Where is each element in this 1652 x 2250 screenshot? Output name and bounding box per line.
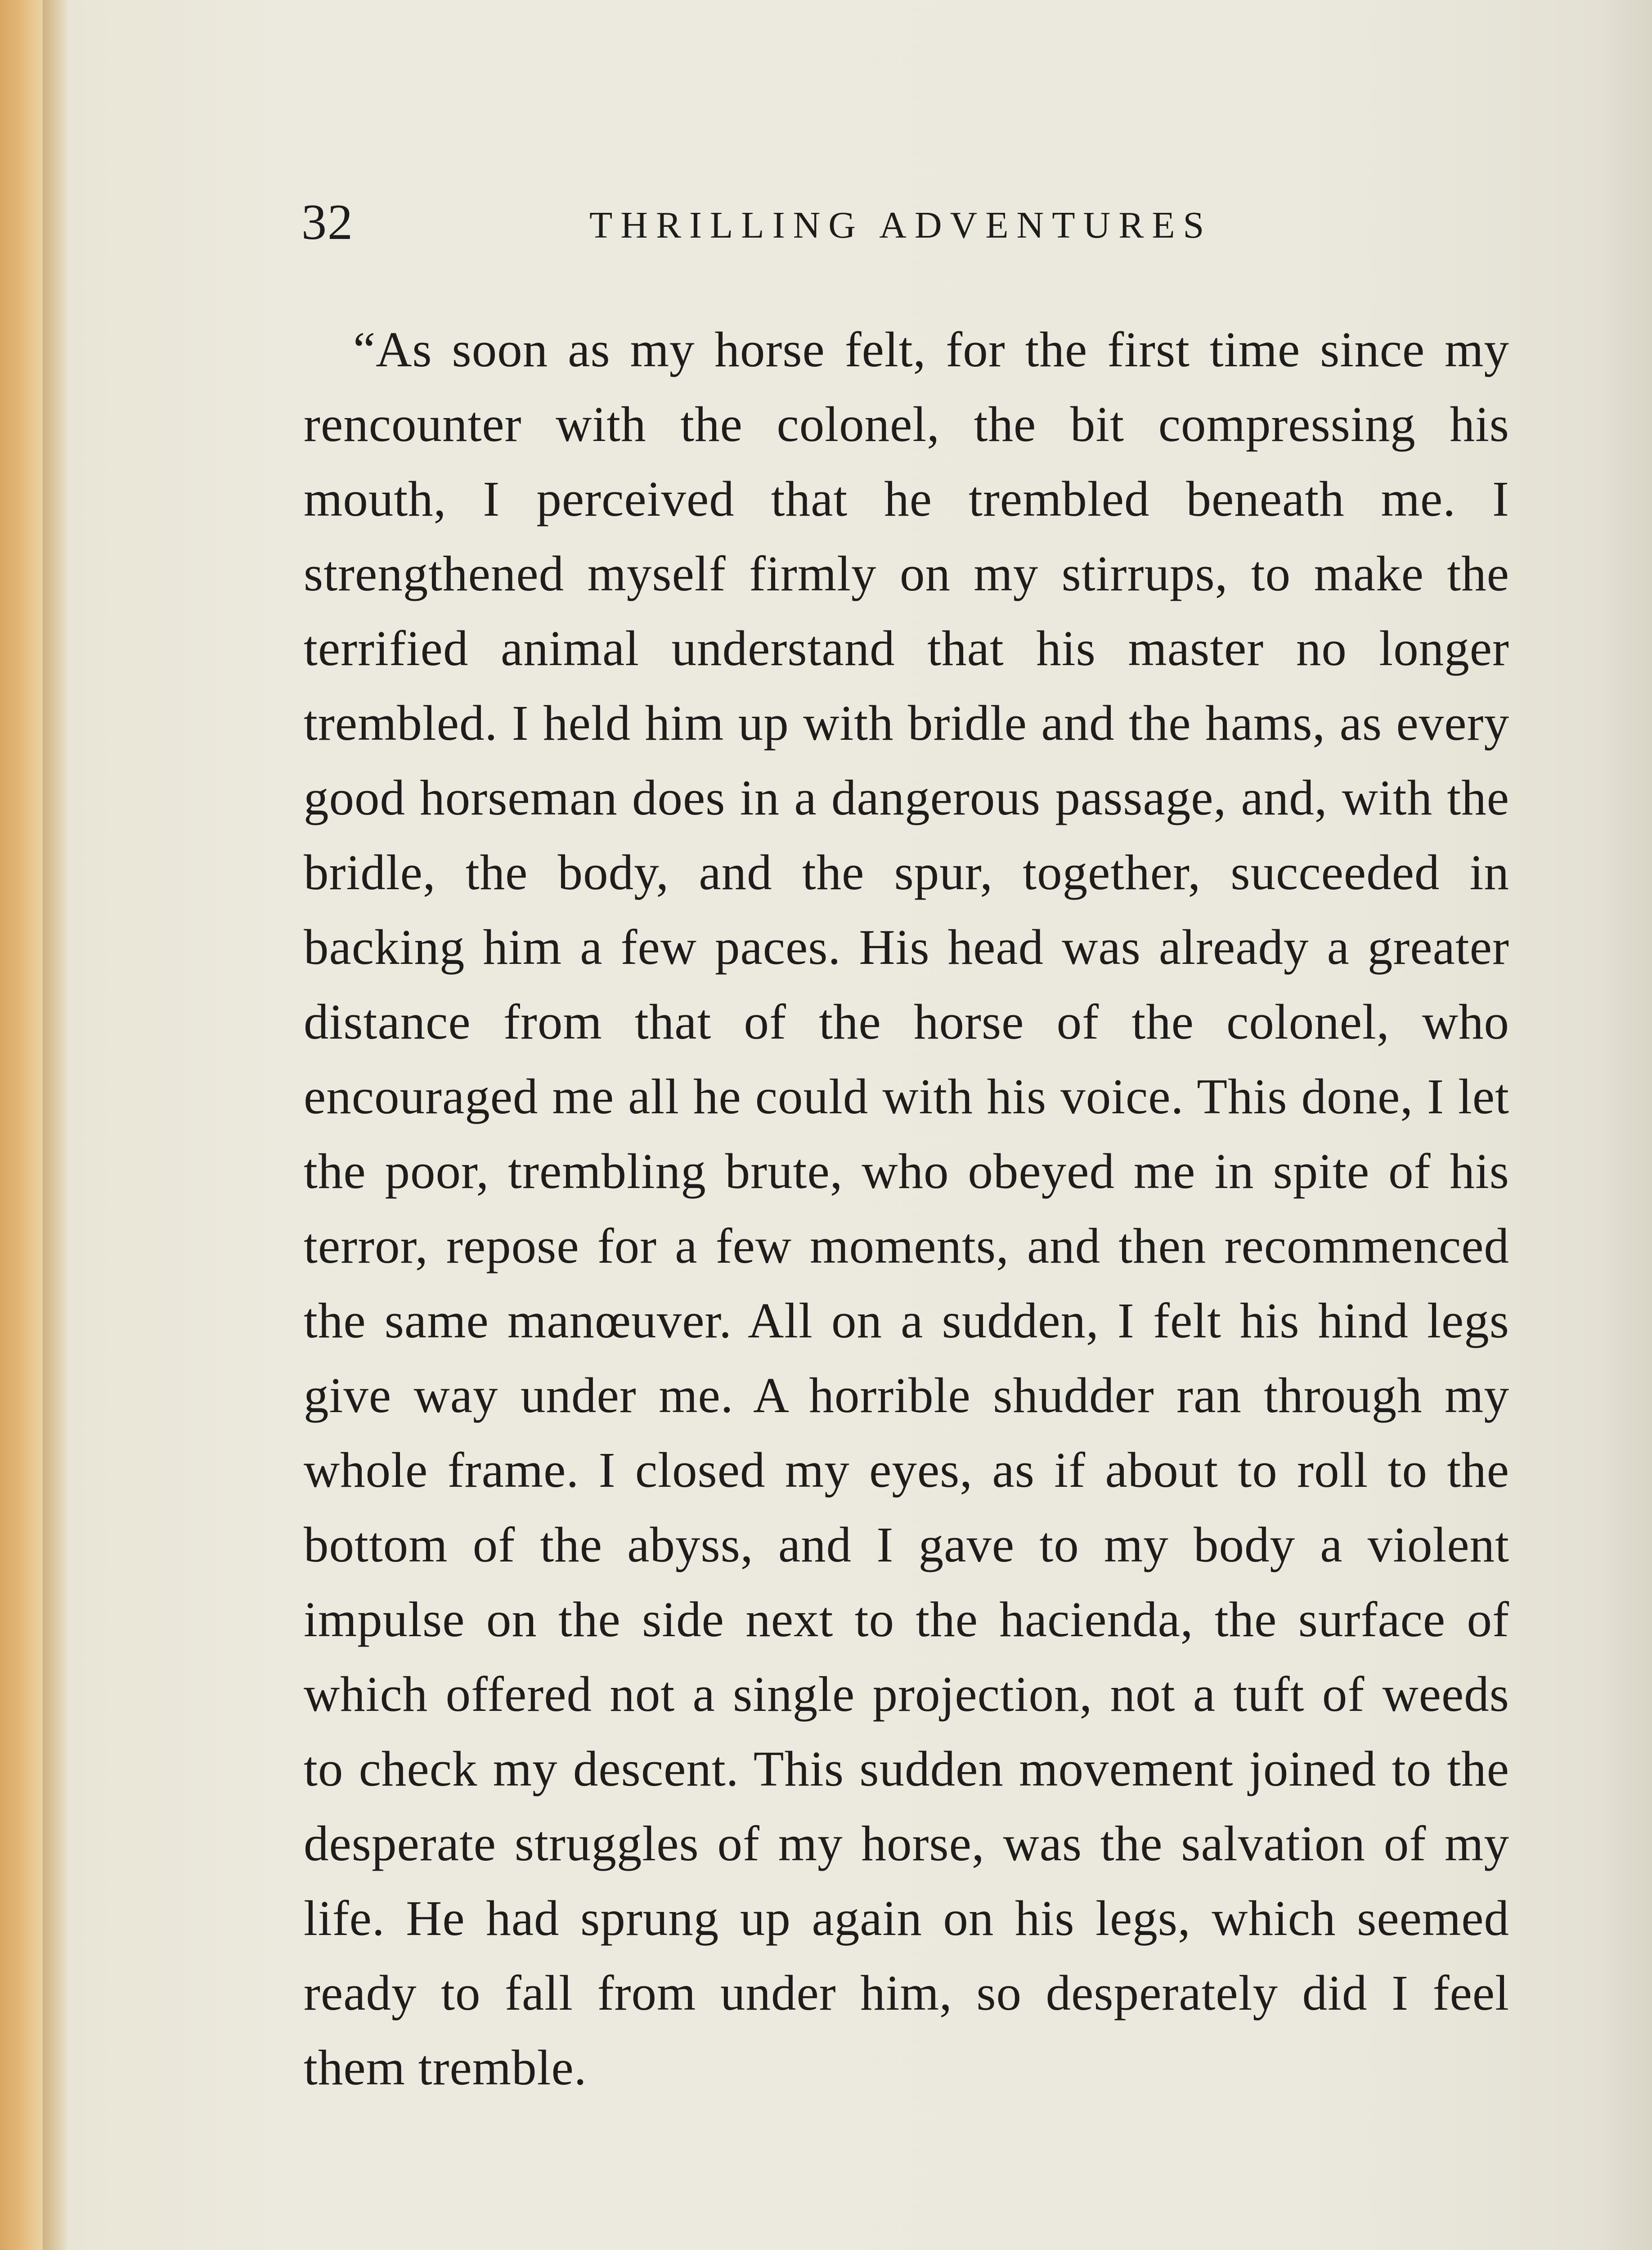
page-header (301, 194, 1516, 256)
running-head: THRILLING ADVENTURES (589, 204, 1212, 246)
page-spine-edge (43, 0, 67, 2250)
page-number: 32 (301, 194, 354, 250)
body-paragraph: “As soon as my horse felt, for the first time since my rencounter with the colonel, the bit compressing his mouth, I perceived that he trembled beneath me. I strengthened myself firmly on my stirrups, to make the terrified animal understand that his master no longer trembled. I held him up with bridle and the hams, as every good horseman does in a dangerous passage, and, with the bridle, the body, and the spur, together, succeeded in backing him a few paces. His head was already a greater distance from that of the horse of the colonel, who encouraged me all he could with his voice. This done, I let the poor, trembling brute, who obeyed me in spite of his terror, repose for a few moments, and then recommenced the same manœuver. All on a sudden, I felt his hind legs give way under me. A horrible shudder ran through my whole frame. I closed my eyes, as if about to roll to the bottom of the abyss, and I gave to my body a violent impulse on the side next to the hacienda, the surface of which offered not a single projection, not a tuft of weeds to check my descent. This sudden movement joined to the desperate struggles of my horse, was the salvation of my life. He had sprung up again on his legs, which seemed ready to fall from under him, so desperately did I feel them tremble. (304, 322, 1509, 2096)
